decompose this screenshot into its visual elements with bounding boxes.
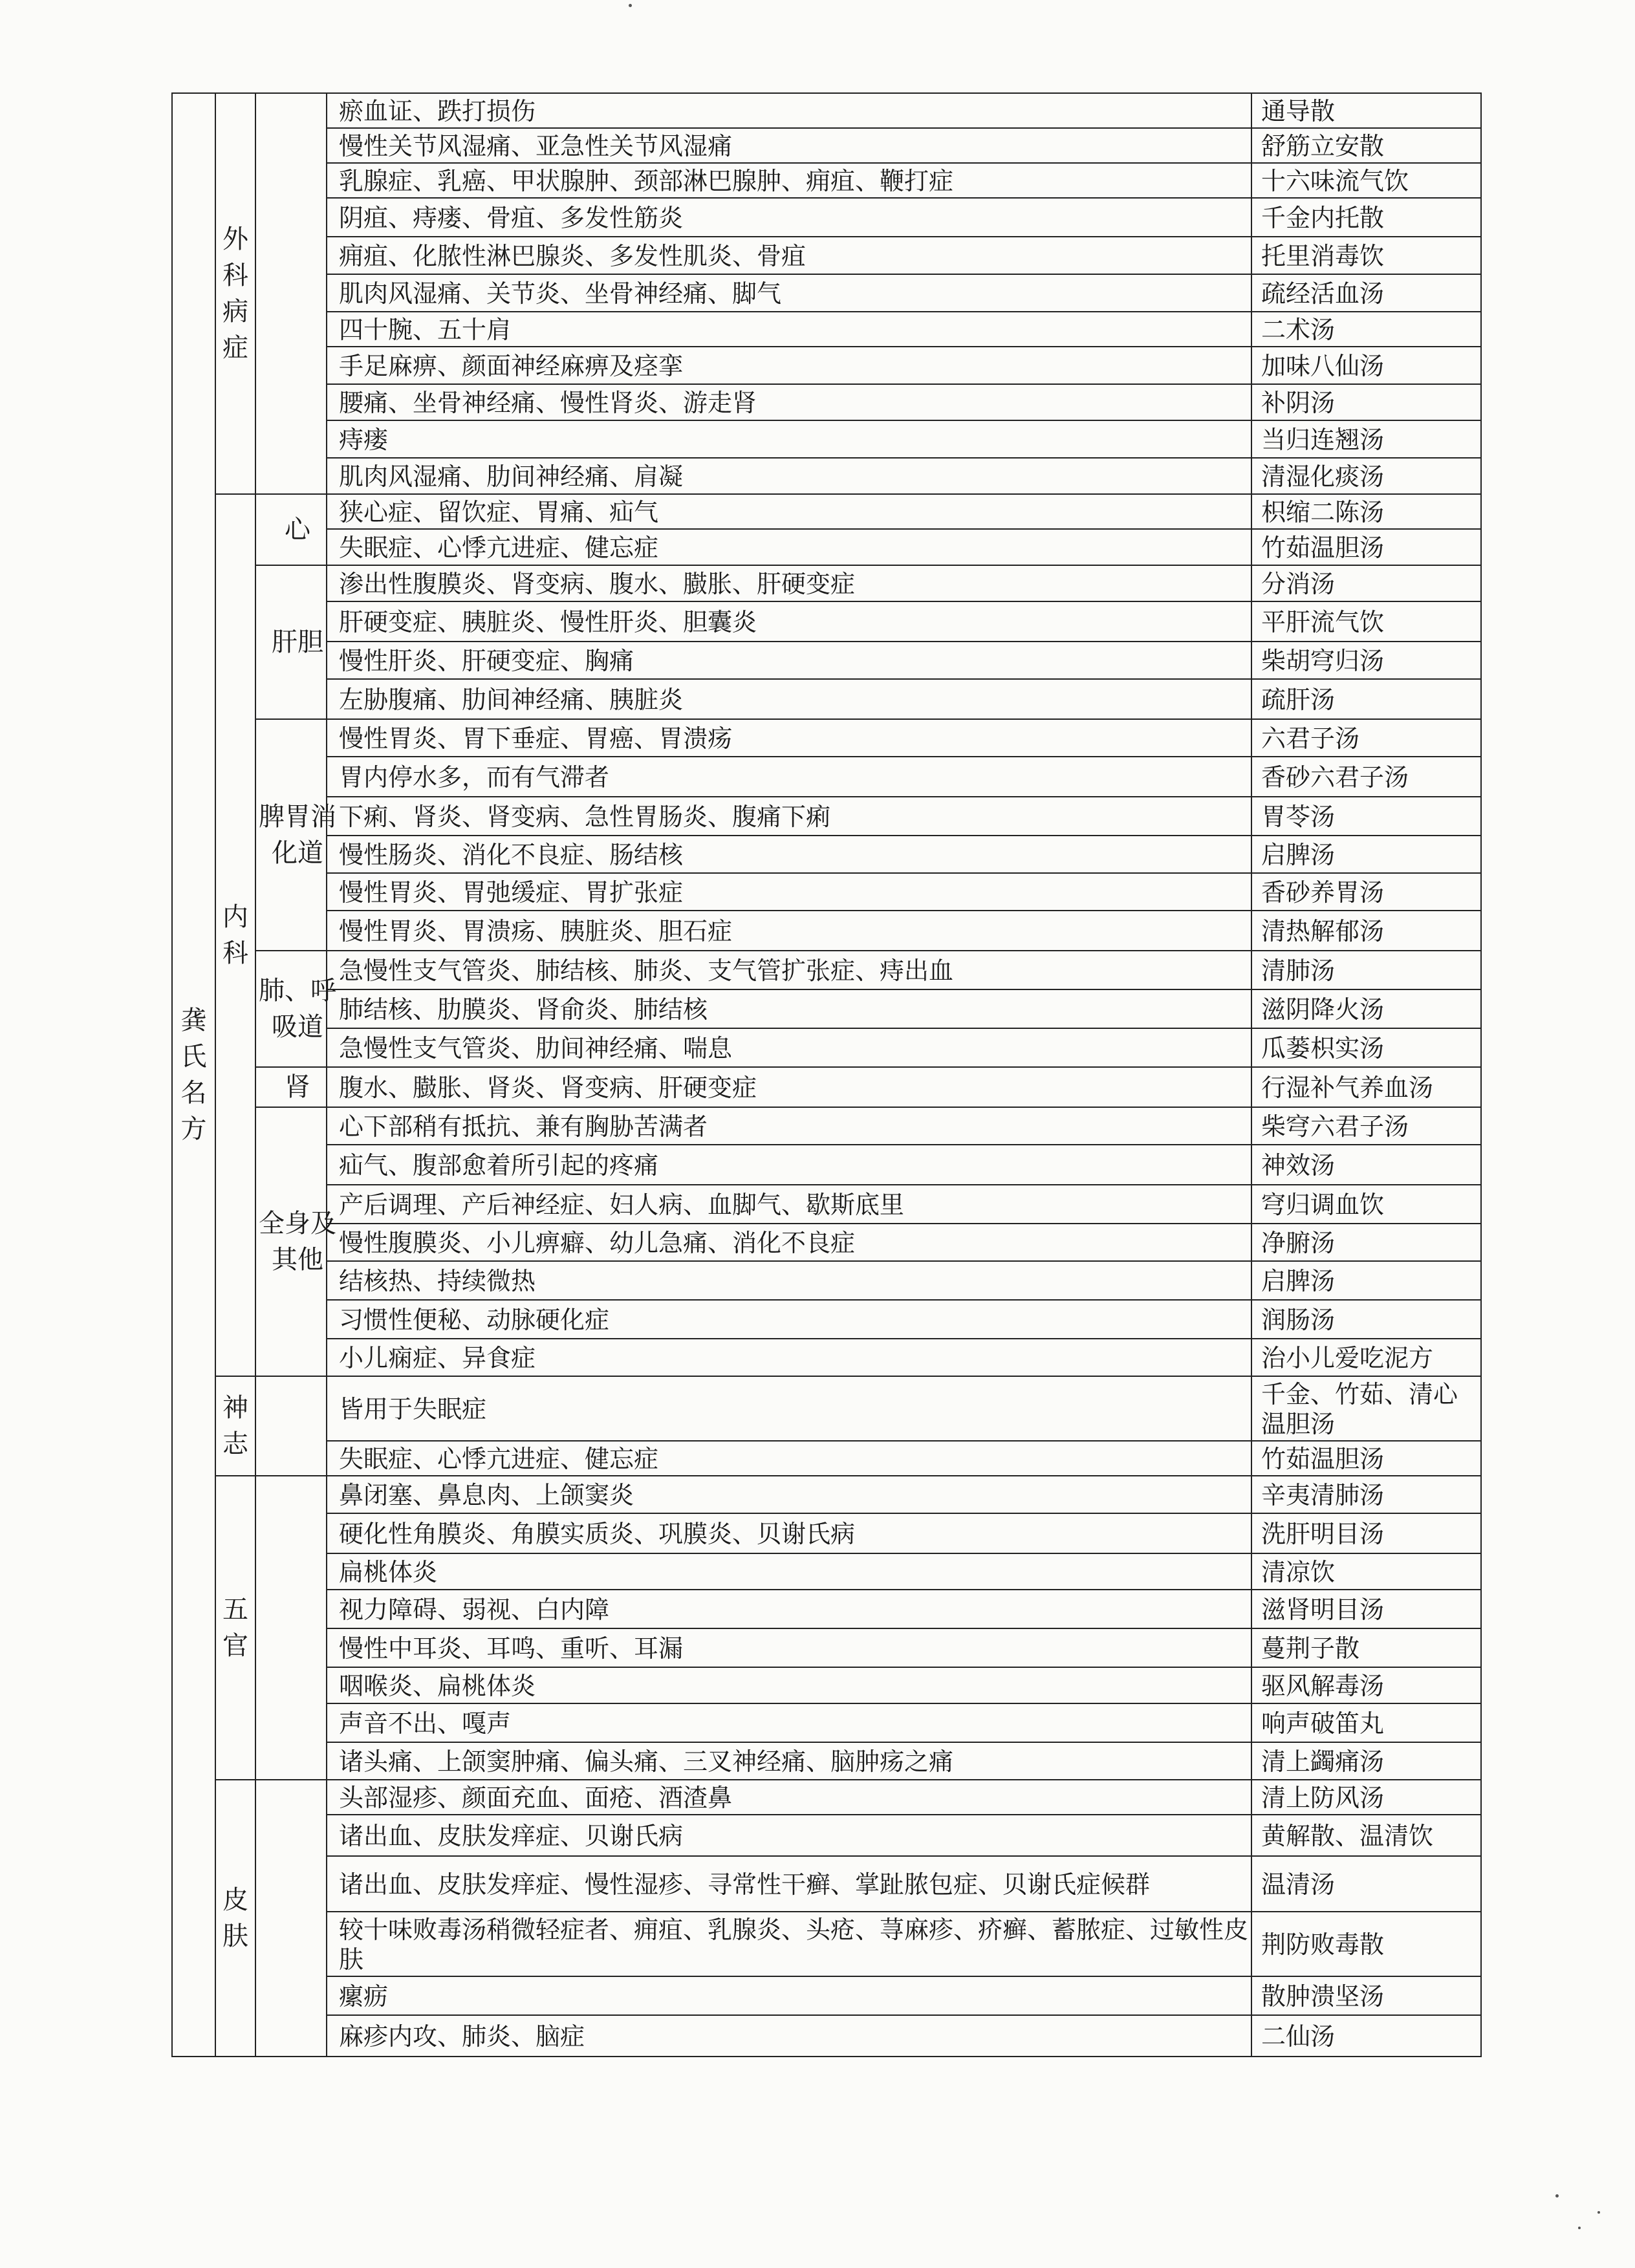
- indication-cell: 渗出性腹膜炎、肾变病、腹水、臌胀、肝硬变症: [327, 565, 1251, 601]
- formula-cell: 洗肝明目汤: [1251, 1513, 1481, 1553]
- table-row: [172, 237, 1481, 274]
- formula-cell: 响声破笛丸: [1251, 1703, 1481, 1742]
- indication-cell: 急慢性支气管炎、肺结核、肺炎、支气管扩张症、痔出血: [327, 951, 1251, 989]
- table-row: [172, 1703, 1481, 1742]
- formula-cell: 平肝流气饮: [1251, 601, 1481, 642]
- table-row: [172, 797, 1481, 836]
- subcategory-label: 肺、呼吸道: [259, 976, 336, 1042]
- indication-cell: 手足麻痹、颜面神经麻痹及痉挛: [327, 347, 1251, 384]
- table-row: [172, 529, 1481, 565]
- table-row: [172, 757, 1481, 797]
- table-row: [172, 1856, 1481, 1912]
- table-row: [172, 458, 1481, 494]
- category-cell: [215, 1476, 255, 1780]
- formula-cell: 疏肝汤: [1251, 679, 1481, 719]
- formula-cell: 竹茹温胆汤: [1251, 529, 1481, 565]
- scan-speck: [629, 4, 632, 7]
- indication-cell: 较十味败毒汤稍微轻症者、痈疽、乳腺炎、头疮、荨麻疹、疥癣、蓄脓症、过敏性皮肤: [327, 1912, 1251, 1976]
- table-row: [172, 1590, 1481, 1628]
- table-row: [172, 1067, 1481, 1107]
- table-row: [172, 1339, 1481, 1376]
- formula-cell: 疏经活血汤: [1251, 274, 1481, 312]
- category-label: 内科: [222, 902, 248, 968]
- formula-cell: 托里消毒饮: [1251, 237, 1481, 274]
- formula-cell: 香砂养胃汤: [1251, 873, 1481, 911]
- table-row: [172, 1224, 1481, 1261]
- formula-cell: 净腑汤: [1251, 1224, 1481, 1261]
- category-label: 神志: [222, 1393, 248, 1459]
- table-row: [172, 494, 1481, 529]
- table-row: [172, 1185, 1481, 1224]
- table-row: [172, 1107, 1481, 1145]
- table-row: [172, 642, 1481, 679]
- table-row: [172, 911, 1481, 951]
- indication-cell: 慢性胃炎、胃溃疡、胰脏炎、胆石症: [327, 911, 1251, 951]
- indication-cell: 习惯性便秘、动脉硬化症: [327, 1300, 1251, 1339]
- indication-cell: 小儿痫症、异食症: [327, 1339, 1251, 1376]
- table-row: [172, 1976, 1481, 2015]
- formula-cell: 二仙汤: [1251, 2015, 1481, 2057]
- table-row: [172, 836, 1481, 873]
- category-cell: [215, 1780, 255, 2057]
- indication-cell: 乳腺症、乳癌、甲状腺肿、颈部淋巴腺肿、痈疽、鞭打症: [327, 163, 1251, 198]
- indication-cell: 肝硬变症、胰脏炎、慢性肝炎、胆囊炎: [327, 601, 1251, 642]
- indication-cell: 慢性关节风湿痛、亚急性关节风湿痛: [327, 128, 1251, 163]
- subcategory-cell: [255, 1780, 327, 2057]
- subcategory-cell: [255, 565, 327, 719]
- formula-cell: 穹归调血饮: [1251, 1185, 1481, 1224]
- formula-cell: 加味八仙汤: [1251, 347, 1481, 384]
- table-row: [172, 274, 1481, 312]
- indication-cell: 狭心症、留饮症、胃痛、疝气: [327, 494, 1251, 529]
- table-row: [172, 1742, 1481, 1780]
- formula-cell: 六君子汤: [1251, 719, 1481, 757]
- indication-cell: 诸出血、皮肤发痒症、慢性湿疹、寻常性干癣、掌趾脓包症、贝谢氏症候群: [327, 1856, 1251, 1912]
- scan-speck: [1597, 2211, 1600, 2214]
- category-cell: [215, 1376, 255, 1476]
- table-row: [172, 873, 1481, 911]
- formula-cell: 治小儿爱吃泥方: [1251, 1339, 1481, 1376]
- formula-table: [171, 92, 1482, 2057]
- indication-cell: 鼻闭塞、鼻息肉、上颌窦炎: [327, 1476, 1251, 1513]
- table-row: [172, 1476, 1481, 1513]
- table-row: [172, 951, 1481, 989]
- subcategory-cell: [255, 494, 327, 565]
- indication-cell: 左胁腹痛、肋间神经痛、胰脏炎: [327, 679, 1251, 719]
- formula-cell: 驱风解毒汤: [1251, 1667, 1481, 1703]
- indication-cell: 硬化性角膜炎、角膜实质炎、巩膜炎、贝谢氏病: [327, 1513, 1251, 1553]
- formula-cell: 荆防败毒散: [1251, 1912, 1481, 1976]
- category-label: 五官: [222, 1595, 248, 1661]
- subcategory-label: 肝胆: [272, 627, 323, 657]
- indication-cell: 头部湿疹、颜面充血、面疮、酒渣鼻: [327, 1780, 1251, 1815]
- formula-cell: 十六味流气饮: [1251, 163, 1481, 198]
- indication-cell: 心下部稍有抵抗、兼有胸胁苦满者: [327, 1107, 1251, 1145]
- formula-cell: 枳缩二陈汤: [1251, 494, 1481, 529]
- indication-cell: 慢性腹膜炎、小儿痹癖、幼儿急痛、消化不良症: [327, 1224, 1251, 1261]
- category-cell: [215, 93, 255, 494]
- indication-cell: 诸出血、皮肤发痒症、贝谢氏病: [327, 1815, 1251, 1856]
- table-row: [172, 163, 1481, 198]
- table-row: [172, 1300, 1481, 1339]
- formula-cell: 黄解散、温清饮: [1251, 1815, 1481, 1856]
- subcategory-cell: [255, 719, 336, 951]
- indication-cell: 肌肉风湿痛、关节炎、坐骨神经痛、脚气: [327, 274, 1251, 312]
- table-row: [172, 1376, 1481, 1441]
- subcategory-cell: [255, 1107, 336, 1376]
- table-row: [172, 312, 1481, 347]
- formula-cell: 行湿补气养血汤: [1251, 1067, 1481, 1107]
- formula-cell: 补阴汤: [1251, 384, 1481, 420]
- table-row: [172, 1553, 1481, 1590]
- root-category-label: 龚氏名方: [180, 1006, 207, 1144]
- table-row: [172, 93, 1481, 128]
- formula-cell: 千金内托散: [1251, 198, 1481, 237]
- subcategory-label: 全身及其他: [259, 1209, 336, 1275]
- table-row: [172, 1145, 1481, 1185]
- formula-cell: 香砂六君子汤: [1251, 757, 1481, 797]
- subcategory-cell: [255, 1376, 327, 1476]
- table-row: [172, 1028, 1481, 1067]
- table-row: [172, 1513, 1481, 1553]
- category-label: 外科病症: [222, 224, 248, 363]
- formula-cell: 启脾汤: [1251, 1261, 1481, 1300]
- formula-cell: 润肠汤: [1251, 1300, 1481, 1339]
- indication-cell: 腰痛、坐骨神经痛、慢性肾炎、游走肾: [327, 384, 1251, 420]
- formula-cell: 神效汤: [1251, 1145, 1481, 1185]
- formula-cell: 清凉饮: [1251, 1553, 1481, 1590]
- indication-cell: 阴疽、痔瘘、骨疽、多发性筋炎: [327, 198, 1251, 237]
- indication-cell: 视力障碍、弱视、白内障: [327, 1590, 1251, 1628]
- formula-cell: 竹茹温胆汤: [1251, 1441, 1481, 1476]
- indication-cell: 慢性胃炎、胃下垂症、胃癌、胃溃疡: [327, 719, 1251, 757]
- indication-cell: 胃内停水多，而有气滞者: [327, 757, 1251, 797]
- subcategory-cell: [255, 1476, 327, 1780]
- formula-cell: 千金、竹茹、清心温胆汤: [1251, 1376, 1481, 1441]
- indication-cell: 声音不出、嘎声: [327, 1703, 1251, 1742]
- table-row: [172, 719, 1481, 757]
- indication-cell: 腹水、臌胀、肾炎、肾变病、肝硬变症: [327, 1067, 1251, 1107]
- table-row: [172, 989, 1481, 1028]
- indication-cell: 急慢性支气管炎、肋间神经痛、喘息: [327, 1028, 1251, 1067]
- formula-cell: 温清汤: [1251, 1856, 1481, 1912]
- indication-cell: 失眠症、心悸亢进症、健忘症: [327, 1441, 1251, 1476]
- table-row: [172, 420, 1481, 458]
- formula-cell: 通导散: [1251, 93, 1481, 128]
- indication-cell: 肺结核、肋膜炎、肾俞炎、肺结核: [327, 989, 1251, 1028]
- subcategory-label: 心: [285, 515, 310, 545]
- table-row: [172, 198, 1481, 237]
- root-category-cell: [172, 93, 215, 2057]
- table-row: [172, 1912, 1481, 1976]
- indication-cell: 皆用于失眠症: [327, 1376, 1251, 1441]
- formula-cell: 启脾汤: [1251, 836, 1481, 873]
- formula-cell: 分消汤: [1251, 565, 1481, 601]
- formula-cell: 二术汤: [1251, 312, 1481, 347]
- indication-cell: 失眠症、心悸亢进症、健忘症: [327, 529, 1251, 565]
- indication-cell: 慢性肠炎、消化不良症、肠结核: [327, 836, 1251, 873]
- formula-table-sheet: [171, 92, 1482, 2057]
- table-row: [172, 565, 1481, 601]
- indication-cell: 咽喉炎、扁桃体炎: [327, 1667, 1251, 1703]
- indication-cell: 慢性胃炎、胃弛缓症、胃扩张症: [327, 873, 1251, 911]
- formula-cell: 清湿化痰汤: [1251, 458, 1481, 494]
- table-row: [172, 679, 1481, 719]
- subcategory-cell: [255, 951, 336, 1067]
- subcategory-label: 脾胃消化道: [259, 802, 336, 868]
- scan-speck: [1555, 2194, 1559, 2198]
- table-row: [172, 128, 1481, 163]
- table-row: [172, 384, 1481, 420]
- indication-cell: 四十腕、五十肩: [327, 312, 1251, 347]
- subcategory-cell: [255, 93, 327, 494]
- indication-cell: 慢性肝炎、肝硬变症、胸痛: [327, 642, 1251, 679]
- formula-cell: 柴穹六君子汤: [1251, 1107, 1481, 1145]
- formula-cell: 柴胡穹归汤: [1251, 642, 1481, 679]
- category-label: 皮肤: [222, 1885, 248, 1951]
- scan-speck: [1578, 2227, 1581, 2229]
- formula-cell: 当归连翘汤: [1251, 420, 1481, 458]
- table-row: [172, 1780, 1481, 1815]
- indication-cell: 下痢、肾炎、肾变病、急性胃肠炎、腹痛下痢: [327, 797, 1251, 836]
- formula-cell: 蔓荆子散: [1251, 1628, 1481, 1667]
- formula-cell: 瓜蒌枳实汤: [1251, 1028, 1481, 1067]
- indication-cell: 肌肉风湿痛、肋间神经痛、肩凝: [327, 458, 1251, 494]
- table-row: [172, 1667, 1481, 1703]
- formula-cell: 滋阴降火汤: [1251, 989, 1481, 1028]
- indication-cell: 痈疽、化脓性淋巴腺炎、多发性肌炎、骨疽: [327, 237, 1251, 274]
- table-row: [172, 1628, 1481, 1667]
- formula-cell: 清上防风汤: [1251, 1780, 1481, 1815]
- indication-cell: 痔瘘: [327, 420, 1251, 458]
- formula-cell: 清热解郁汤: [1251, 911, 1481, 951]
- table-row: [172, 1815, 1481, 1856]
- formula-cell: 清肺汤: [1251, 951, 1481, 989]
- subcategory-cell: [255, 1067, 327, 1107]
- indication-cell: 慢性中耳炎、耳鸣、重听、耳漏: [327, 1628, 1251, 1667]
- indication-cell: 产后调理、产后神经症、妇人病、血脚气、歇斯底里: [327, 1185, 1251, 1224]
- indication-cell: 瘀血证、跌打损伤: [327, 93, 1251, 128]
- indication-cell: 扁桃体炎: [327, 1553, 1251, 1590]
- table-row: [172, 2015, 1481, 2057]
- category-cell: [215, 494, 255, 1376]
- indication-cell: 麻疹内攻、肺炎、脑症: [327, 2015, 1251, 2057]
- formula-cell: 清上蠲痛汤: [1251, 1742, 1481, 1780]
- indication-cell: 诸头痛、上颌窦肿痛、偏头痛、三叉神经痛、脑肿疡之痛: [327, 1742, 1251, 1780]
- table-row: [172, 601, 1481, 642]
- formula-cell: 散肿溃坚汤: [1251, 1976, 1481, 2015]
- subcategory-label: 肾: [285, 1072, 310, 1102]
- table-row: [172, 347, 1481, 384]
- table-row: [172, 1441, 1481, 1476]
- table-row: [172, 1261, 1481, 1300]
- indication-cell: 结核热、持续微热: [327, 1261, 1251, 1300]
- formula-cell: 辛夷清肺汤: [1251, 1476, 1481, 1513]
- formula-table-body: [172, 93, 1481, 2057]
- indication-cell: 瘰疬: [327, 1976, 1251, 2015]
- formula-cell: 滋肾明目汤: [1251, 1590, 1481, 1628]
- formula-cell: 舒筋立安散: [1251, 128, 1481, 163]
- indication-cell: 疝气、腹部愈着所引起的疼痛: [327, 1145, 1251, 1185]
- formula-cell: 胃苓汤: [1251, 797, 1481, 836]
